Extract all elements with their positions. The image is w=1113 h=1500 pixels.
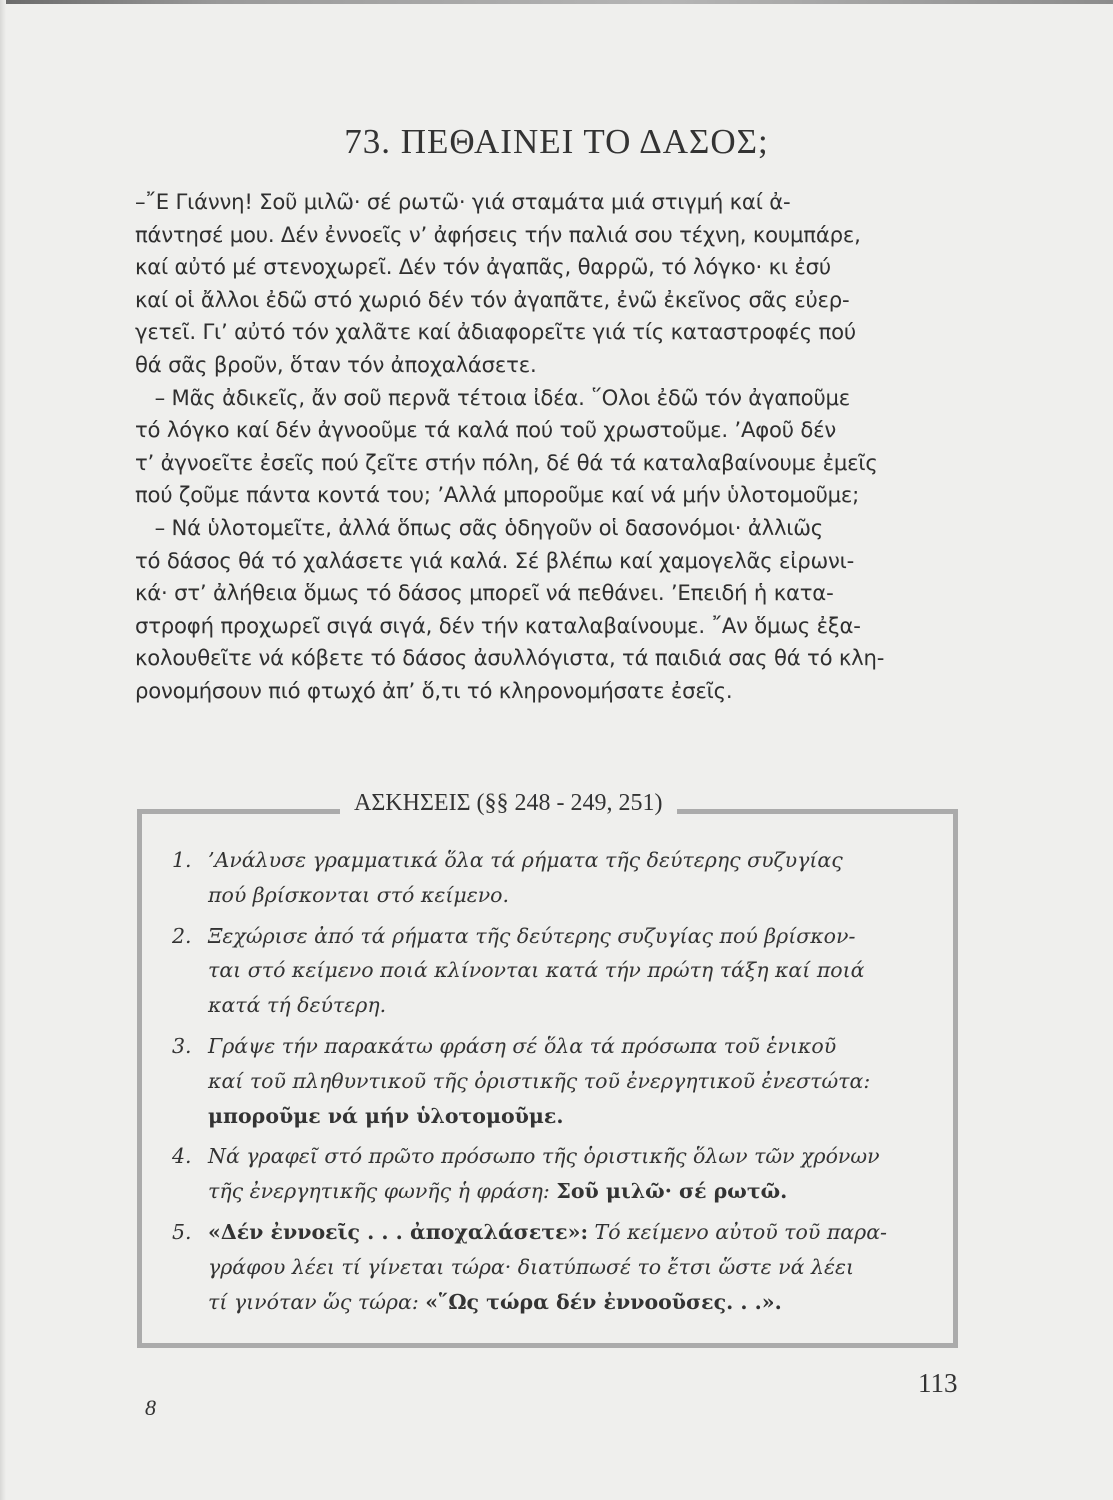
exercise-item-3: [172, 1029, 942, 1133]
exercise-phrase: Σοῦ μιλῶ· σέ ρωτῶ.: [556, 1179, 788, 1204]
exercise-text: Νά γραφεῖ στό πρῶτο πρόσωπο τῆς ὁριστικῆς ὅλων τῶν χρόνων: [208, 1144, 880, 1169]
text-line: καί οἱ ἄλλοι ἐδῶ στό χωριό δέν τόν ἀγαπᾶτε, ἐνῶ ἐκεῖνος σᾶς εὐερ-: [135, 286, 850, 312]
exercise-item-4: [172, 1139, 942, 1209]
exercise-text: τῆς ἐνεργητικῆς φωνῆς ἡ φράση:: [208, 1179, 557, 1204]
exercise-text: Τό κείμενο αὐτοῦ τοῦ παρα-: [588, 1219, 887, 1244]
exercise-text: τί γινόταν ὥς τώρα:: [208, 1289, 426, 1314]
signature-mark: 8: [145, 1395, 156, 1420]
exercise-text: πού βρίσκονται στό κείμενο.: [208, 882, 510, 907]
text-line: θά σᾶς βροῦν, ὅταν τόν ἀποχαλάσετε.: [135, 351, 537, 377]
text-line: πάντησέ μου. Δέν ἐννοεῖς ν’ ἀφήσεις τήν παλιά σου τέχνη, κουμπάρε,: [135, 221, 861, 247]
page-left-edge-shadow: [0, 0, 6, 1500]
text-line: στροφή προχωρεῖ σιγά σιγά, δέν τήν καταλαβαίνουμε. ῎Αν ὅμως ἐξα-: [135, 612, 861, 638]
dialogue-text: [135, 186, 965, 708]
text-line: γετεῖ. Γι’ αὐτό τόν χαλᾶτε καί ἀδιαφορεῖτε γιά τίς καταστροφές πού: [135, 319, 856, 345]
text-line: τό δάσος θά τό χαλάσετε γιά καλά. Σέ βλέπω καί χαμογελᾶς εἰρωνι-: [135, 547, 855, 573]
exercise-number: 5.: [172, 1219, 192, 1244]
exercises-list: [172, 843, 942, 1319]
exercise-phrase: «῞Ως τώρα δέν ἐννοοῦσες. . .».: [425, 1289, 782, 1314]
exercise-quote: «Δέν ἐννοεῖς . . . ἀποχαλάσετε»:: [208, 1219, 589, 1244]
exercise-text: κατά τή δεύτερη.: [208, 993, 387, 1018]
exercise-item-2: [172, 919, 942, 1023]
text-line: – Νά ὑλοτομεῖτε, ἀλλά ὅπως σᾶς ὁδηγοῦν οἱ δασονόμοι· ἀλλιῶς: [135, 514, 824, 540]
exercise-text: ’Ανάλυσε γραμματικά ὅλα τά ρήματα τῆς δεύτερης συζυγίας: [208, 848, 843, 872]
text-line: κά· στ’ ἀλήθεια ὅμως τό δάσος μπορεῖ νά πεθάνει. ’Επειδή ἡ κατα-: [135, 580, 834, 606]
exercise-number: 3.: [172, 1033, 192, 1058]
text-line: – Μᾶς ἀδικεῖς, ἄν σοῦ περνᾶ τέτοια ἰδέα. ῞Ολοι ἐδῶ τόν ἀγαποῦμε: [135, 384, 851, 410]
exercise-text: ται στό κείμενο ποιά κλίνονται κατά τήν πρώτη τάξη καί ποιά: [208, 958, 865, 983]
page-title: 73. ΠΕΘΑΙΝΕΙ ΤΟ ΔΑΣΟΣ;: [344, 122, 769, 161]
exercise-text: καί τοῦ πληθυντικοῦ τῆς ὁριστικῆς τοῦ ἐνεργητικοῦ ἐνεστώτα:: [208, 1068, 871, 1093]
text-line: τ’ ἀγνοεῖτε ἐσεῖς πού ζεῖτε στήν πόλη, δέ θά τά καταλαβαίνουμε ἐμεῖς: [135, 449, 878, 475]
exercise-item-1: [172, 843, 942, 913]
page-top-edge-shadow: [0, 0, 1113, 4]
exercise-number: 1.: [172, 848, 192, 872]
text-line: πού ζοῦμε πάντα κοντά του; ’Αλλά μποροῦμε καί νά μήν ὑλοτομοῦμε;: [135, 482, 860, 508]
exercises-heading: ΑΣΚΗΣΕΙΣ (§§ 248 - 249, 251): [340, 790, 677, 817]
exercise-text: γράφου λέει τί γίνεται τώρα· διατύπωσέ το ἔτσι ὥστε νά λέει: [208, 1254, 854, 1279]
exercise-number: 2.: [172, 923, 192, 948]
text-line: καί αὐτό μέ στενοχωρεῖ. Δέν τόν ἀγαπᾶς, θαρρῶ, τό λόγκο· κι ἐσύ: [135, 254, 831, 280]
text-line: τό λόγκο καί δέν ἀγνοοῦμε τά καλά πού τοῦ χρωστοῦμε. ’Αφοῦ δέν: [135, 417, 837, 443]
exercise-phrase: μποροῦμε νά μήν ὑλοτομοῦμε.: [208, 1103, 564, 1128]
page-number: 113: [918, 1368, 958, 1398]
text-line: κολουθεῖτε νά κόβετε τό δάσος ἀσυλλόγιστα, τά παιδιά σας θά τό κλη-: [135, 645, 885, 671]
exercise-number: 4.: [172, 1144, 192, 1169]
text-line: –῎Ε Γιάννη! Σοῦ μιλῶ· σέ ρωτῶ· γιά σταμάτα μιά στιγμή καί ἀ-: [135, 189, 791, 214]
exercise-text: Ξεχώρισε ἀπό τά ρήματα τῆς δεύτερης συζυγίας πού βρίσκον-: [208, 923, 856, 948]
text-line: ρονομήσουν πιό φτωχό ἀπ’ ὅ,τι τό κληρονομήσατε ἐσεῖς.: [135, 677, 733, 703]
exercise-text: Γράψε τήν παρακάτω φράση σέ ὅλα τά πρόσωπα τοῦ ἑνικοῦ: [208, 1033, 837, 1058]
exercise-item-5: [172, 1215, 942, 1319]
